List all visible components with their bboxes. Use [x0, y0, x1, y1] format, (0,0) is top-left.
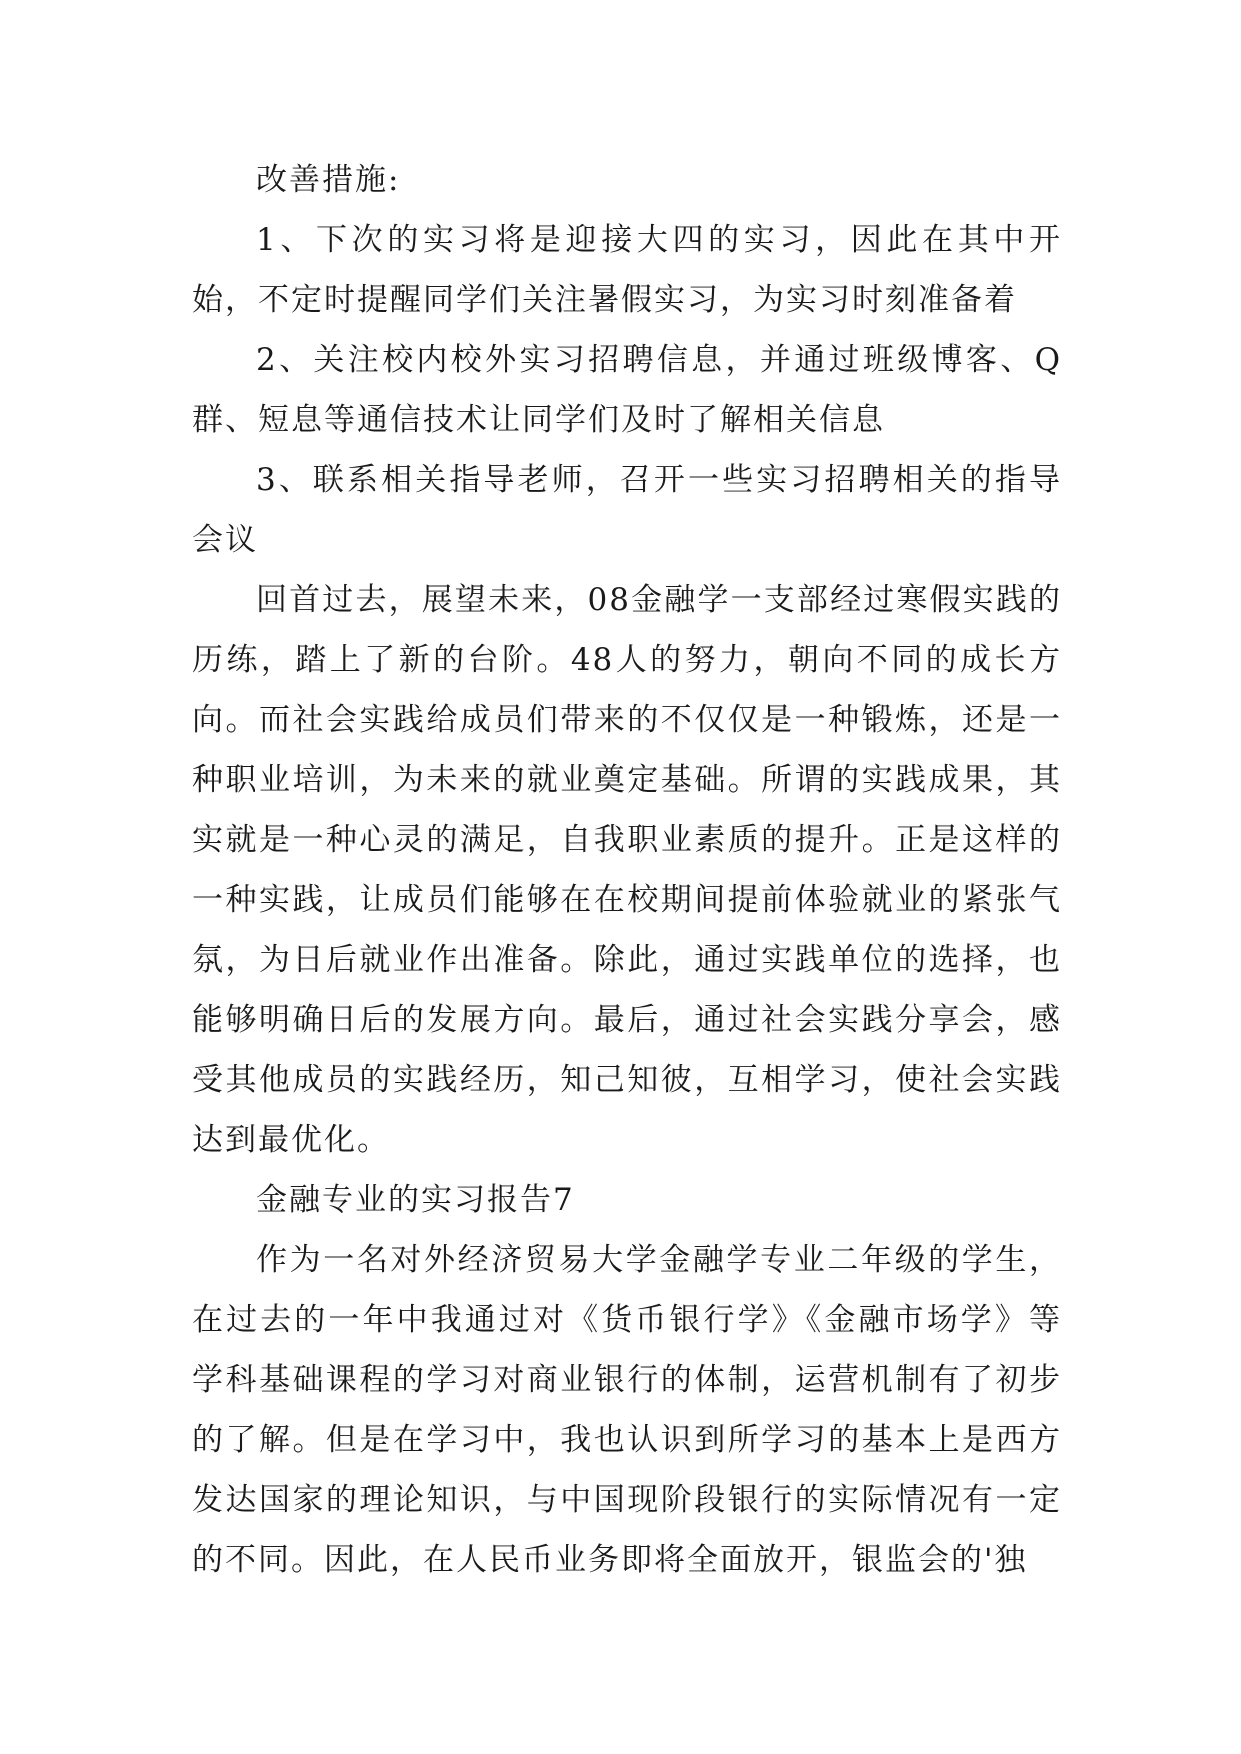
- document-body: [192, 150, 1062, 1590]
- report-title-7: 金融专业的实习报告7: [256, 1182, 575, 1218]
- list-item-1: 1、下次的实习将是迎接大四的实习，因此在其中开始，不定时提醒同学们关注暑假实习，为实习时刻准备着: [192, 222, 1062, 318]
- list-item-2: 2、关注校内校外实习招聘信息，并通过班级博客、Q群、短息等通信技术让同学们及时了解相关信息: [192, 342, 1062, 438]
- summary-paragraph: 回首过去，展望未来，08金融学一支部经过寒假实践的历练，踏上了新的台阶。48人的努力，朝向不同的成长方向。而社会实践给成员们带来的不仅仅是一种锻炼，还是一种职业培训，为未来的就业奠定基础。所谓的实践成果，其实就是一种心灵的满足，自我职业素质的提升。正是这样的一种实践，让成员们能够在在校期间提前体验就业的紧张气氛，为日后就业作出准备。除此，通过实践单位的选择，也能够明确日后的发展方向。最后，通过社会实践分享会，感受其他成员的实践经历，知己知彼，互相学习，使社会实践达到最优化。: [192, 582, 1062, 1158]
- section-heading-improvement-measures: 改善措施:: [256, 162, 401, 198]
- list-item-3: 3、联系相关指导老师，召开一些实习招聘相关的指导会议: [192, 462, 1062, 558]
- report-intro-paragraph: 作为一名对外经济贸易大学金融学专业二年级的学生，在过去的一年中我通过对《货币银行学》《金融市场学》等学科基础课程的学习对商业银行的体制，运营机制有了初步的了解。但是在学习中，我也认识到所学习的基本上是西方发达国家的理论知识，与中国现阶段银行的实际情况有一定的不同。因此，在人民币业务即将全面放开，银监会的'独: [192, 1242, 1062, 1578]
